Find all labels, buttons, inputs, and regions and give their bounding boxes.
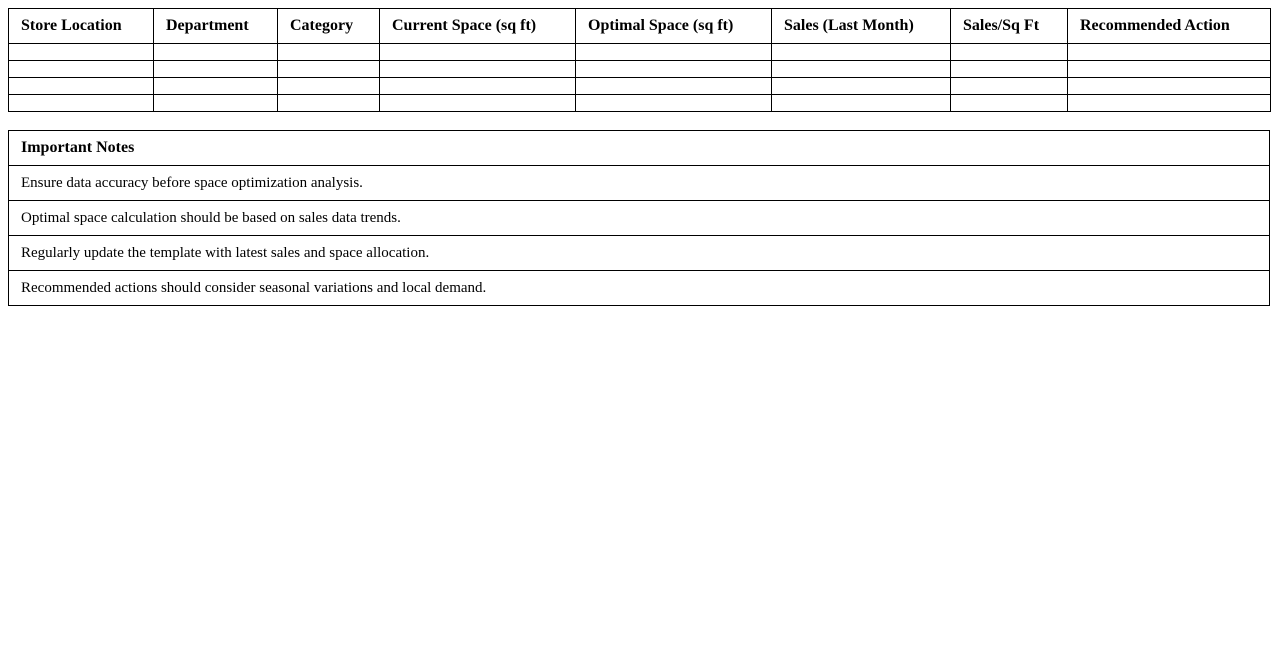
note-item: Ensure data accuracy before space optimization analysis. xyxy=(9,166,1270,201)
table-cell[interactable] xyxy=(576,95,772,112)
table-cell[interactable] xyxy=(278,95,380,112)
table-cell[interactable] xyxy=(576,78,772,95)
table-cell[interactable] xyxy=(576,61,772,78)
header-row xyxy=(9,9,1271,44)
table-cell[interactable] xyxy=(278,61,380,78)
table-cell[interactable] xyxy=(154,78,278,95)
table-cell[interactable] xyxy=(576,44,772,61)
table-cell[interactable] xyxy=(772,95,951,112)
table-cell[interactable] xyxy=(380,61,576,78)
table-row xyxy=(9,95,1271,112)
table-cell[interactable] xyxy=(9,61,154,78)
column-header-category: Category xyxy=(278,9,380,44)
table-cell[interactable] xyxy=(9,95,154,112)
column-header-current-space: Current Space (sq ft) xyxy=(380,9,576,44)
column-header-optimal-space: Optimal Space (sq ft) xyxy=(576,9,772,44)
column-header-sales-per-sq-ft: Sales/Sq Ft xyxy=(951,9,1068,44)
note-row xyxy=(9,271,1270,306)
table-cell[interactable] xyxy=(380,44,576,61)
table-cell[interactable] xyxy=(951,78,1068,95)
table-cell[interactable] xyxy=(9,78,154,95)
table-cell[interactable] xyxy=(380,95,576,112)
note-row xyxy=(9,201,1270,236)
notes-title: Important Notes xyxy=(9,131,1270,166)
table-cell[interactable] xyxy=(951,44,1068,61)
note-item: Optimal space calculation should be based on sales data trends. xyxy=(9,201,1270,236)
table-cell[interactable] xyxy=(154,95,278,112)
table-cell[interactable] xyxy=(154,44,278,61)
table-body xyxy=(9,44,1271,112)
important-notes-table xyxy=(8,130,1270,306)
column-header-recommended-action: Recommended Action xyxy=(1068,9,1271,44)
table-cell[interactable] xyxy=(1068,44,1271,61)
notes-title-row xyxy=(9,131,1270,166)
table-cell[interactable] xyxy=(278,78,380,95)
column-header-sales-last-month: Sales (Last Month) xyxy=(772,9,951,44)
table-cell[interactable] xyxy=(380,78,576,95)
table-row xyxy=(9,44,1271,61)
space-allocation-table xyxy=(8,8,1271,112)
note-item: Regularly update the template with latest sales and space allocation. xyxy=(9,236,1270,271)
table-row xyxy=(9,61,1271,78)
table-cell[interactable] xyxy=(154,61,278,78)
table-cell[interactable] xyxy=(278,44,380,61)
table-cell[interactable] xyxy=(772,44,951,61)
table-cell[interactable] xyxy=(1068,95,1271,112)
table-cell[interactable] xyxy=(1068,78,1271,95)
notes-body xyxy=(9,131,1270,306)
table-cell[interactable] xyxy=(772,78,951,95)
table-cell[interactable] xyxy=(772,61,951,78)
table-cell[interactable] xyxy=(951,95,1068,112)
note-row xyxy=(9,236,1270,271)
note-item: Recommended actions should consider seasonal variations and local demand. xyxy=(9,271,1270,306)
table-cell[interactable] xyxy=(1068,61,1271,78)
column-header-department: Department xyxy=(154,9,278,44)
table-cell[interactable] xyxy=(9,44,154,61)
column-header-store-location: Store Location xyxy=(9,9,154,44)
table-cell[interactable] xyxy=(951,61,1068,78)
table-row xyxy=(9,78,1271,95)
note-row xyxy=(9,166,1270,201)
table-header xyxy=(9,9,1271,44)
